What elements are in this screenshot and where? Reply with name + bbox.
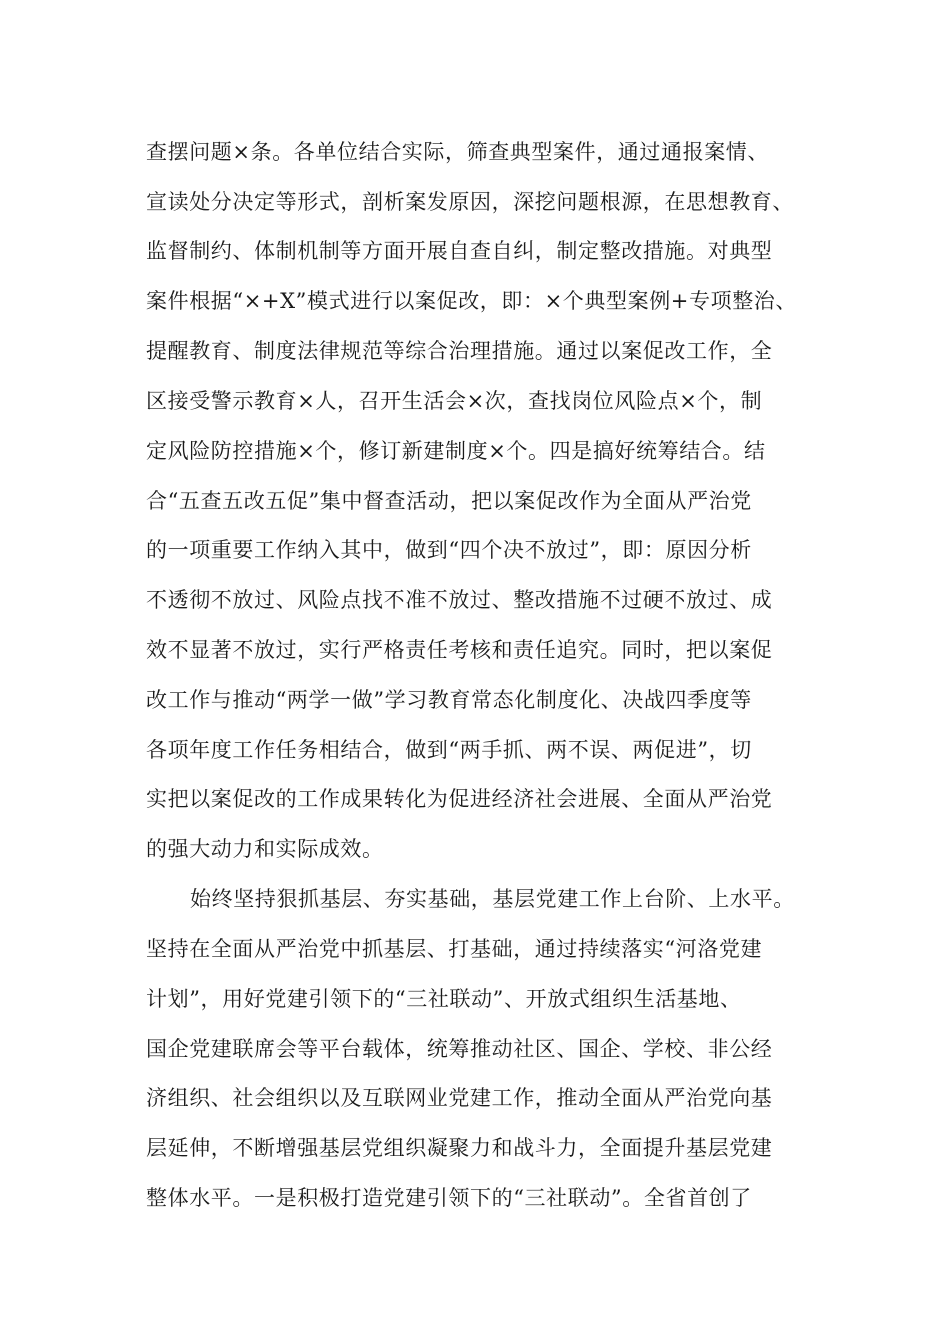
paragraph-start-line: 始终坚持狠抓基层、夯实基础，基层党建工作上台阶、上水平。 bbox=[190, 887, 795, 911]
text-line-15: 的强大动力和实际成效。 bbox=[146, 837, 384, 861]
text-line-1: 查摆问题×条。各单位结合实际，筛查典型案件，通过通报案情、 bbox=[146, 140, 769, 164]
text-line-2: 宣读处分决定等形式，剖析案发原因，深挖问题根源，在思想教育、 bbox=[146, 190, 794, 214]
text-line-22: 整体水平。一是积极打造党建引领下的“三社联动”。全省首创了 bbox=[146, 1186, 752, 1210]
text-line-8: 合“五查五改五促”集中督查活动，把以案促改作为全面从严治党 bbox=[146, 489, 752, 513]
text-line-20: 济组织、社会组织以及互联网业党建工作，推动全面从严治党向基 bbox=[146, 1086, 773, 1110]
text-line-19: 国企党建联席会等平台载体，统筹推动社区、国企、学校、非公经 bbox=[146, 1037, 773, 1061]
text-line-14: 实把以案促改的工作成果转化为促进经济社会进展、全面从严治党 bbox=[146, 787, 773, 811]
text-line-10: 不透彻不放过、风险点找不准不放过、整改措施不过硬不放过、成 bbox=[146, 588, 773, 612]
text-line-12: 改工作与推动“两学一做”学习教育常态化制度化、决战四季度等 bbox=[146, 688, 752, 712]
text-line-7: 定风险防控措施×个，修订新建制度×个。四是搞好统筹结合。结 bbox=[146, 439, 766, 463]
text-line-6: 区接受警示教育×人，召开生活会×次，查找岗位风险点×个，制 bbox=[146, 389, 763, 413]
text-line-13: 各项年度工作任务相结合，做到“两手抓、两不误、两促进”，切 bbox=[146, 738, 752, 762]
text-line-4: 案件根据“×+X”模式进行以案促改，即：×个典型案例+专项整治、 bbox=[146, 289, 798, 313]
text-line-21: 层延伸，不断增强基层党组织凝聚力和战斗力，全面提升基层党建 bbox=[146, 1136, 773, 1160]
text-line-5: 提醒教育、制度法律规范等综合治理措施。通过以案促改工作，全 bbox=[146, 339, 773, 363]
text-line-3: 监督制约、体制机制等方面开展自查自纠，制定整改措施。对典型 bbox=[146, 239, 773, 263]
text-line-9: 的一项重要工作纳入其中，做到“四个决不放过”，即：原因分析 bbox=[146, 538, 752, 562]
text-line-11: 效不显著不放过，实行严格责任考核和责任追究。同时，把以案促 bbox=[146, 638, 773, 662]
text-line-17: 坚持在全面从严治党中抓基层、打基础，通过持续落实“河洛党建 bbox=[146, 937, 763, 961]
text-line-18: 计划”，用好党建引领下的“三社联动”、开放式组织生活基地、 bbox=[146, 987, 742, 1011]
